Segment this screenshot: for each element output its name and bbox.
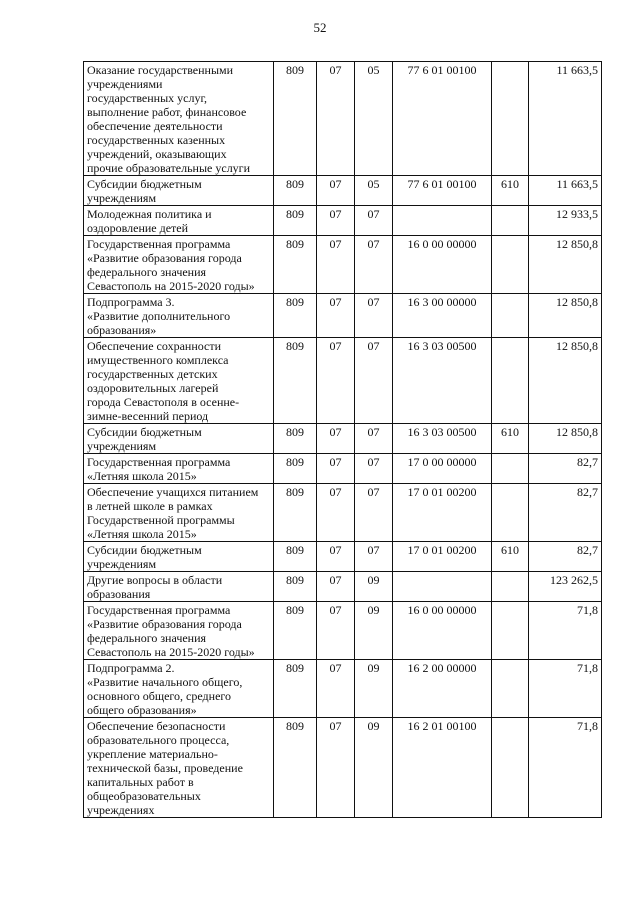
table-row xyxy=(84,338,602,424)
cell-expense-type xyxy=(492,660,529,718)
budget-table xyxy=(83,61,602,818)
cell-expense-type xyxy=(492,206,529,236)
cell-name: Обеспечение безопасности образовательного процесса, укрепление материально- технической базы, проведение капитальных работ в общеобразовательных учреждениях xyxy=(84,718,274,818)
cell-section: 07 xyxy=(317,718,355,818)
cell-expense-type xyxy=(492,484,529,542)
cell-target-article: 16 0 00 00000 xyxy=(393,236,492,294)
cell-target-article: 17 0 01 00200 xyxy=(393,542,492,572)
cell-subsection: 07 xyxy=(355,484,393,542)
cell-amount: 12 850,8 xyxy=(529,236,602,294)
cell-name: Обеспечение учащихся питанием в летней школе в рамках Государственной программы «Летняя школа 2015» xyxy=(84,484,274,542)
cell-amount: 12 850,8 xyxy=(529,338,602,424)
cell-section: 07 xyxy=(317,484,355,542)
cell-name: Подпрограмма 2. «Развитие начального общего, основного общего, среднего общего образования» xyxy=(84,660,274,718)
cell-expense-type: 610 xyxy=(492,424,529,454)
cell-ministry-code: 809 xyxy=(274,176,317,206)
cell-section: 07 xyxy=(317,236,355,294)
cell-target-article: 77 6 01 00100 xyxy=(393,62,492,176)
cell-ministry-code: 809 xyxy=(274,484,317,542)
table-row xyxy=(84,236,602,294)
cell-section: 07 xyxy=(317,62,355,176)
table-row xyxy=(84,484,602,542)
cell-name: Государственная программа «Развитие образования города федерального значения Севастополь на 2015-2020 годы» xyxy=(84,236,274,294)
cell-ministry-code: 809 xyxy=(274,206,317,236)
cell-ministry-code: 809 xyxy=(274,602,317,660)
cell-target-article: 16 3 03 00500 xyxy=(393,424,492,454)
table-row xyxy=(84,454,602,484)
cell-expense-type xyxy=(492,236,529,294)
cell-name: Подпрограмма 3. «Развитие дополнительного образования» xyxy=(84,294,274,338)
table-row xyxy=(84,718,602,818)
cell-name: Обеспечение сохранности имущественного комплекса государственных детских оздоровительных лагерей города Севастополя в осенне- зимне-весенний период xyxy=(84,338,274,424)
page-number: 52 xyxy=(313,20,327,35)
cell-subsection: 07 xyxy=(355,338,393,424)
cell-subsection: 09 xyxy=(355,660,393,718)
cell-section: 07 xyxy=(317,602,355,660)
cell-amount: 71,8 xyxy=(529,718,602,818)
cell-name: Оказание государственными учреждениями государственных услуг, выполнение работ, финансовое обеспечение деятельности государственных казенных учреждений, оказывающих прочие образовательные услуги xyxy=(84,62,274,176)
cell-ministry-code: 809 xyxy=(274,660,317,718)
table-row xyxy=(84,62,602,176)
cell-subsection: 09 xyxy=(355,572,393,602)
cell-name: Государственная программа «Развитие образования города федерального значения Севастополь на 2015-2020 годы» xyxy=(84,602,274,660)
cell-subsection: 07 xyxy=(355,236,393,294)
cell-section: 07 xyxy=(317,338,355,424)
cell-section: 07 xyxy=(317,424,355,454)
cell-ministry-code: 809 xyxy=(274,718,317,818)
table-row xyxy=(84,424,602,454)
cell-ministry-code: 809 xyxy=(274,236,317,294)
cell-subsection: 07 xyxy=(355,206,393,236)
cell-target-article: 16 2 00 00000 xyxy=(393,660,492,718)
cell-subsection: 07 xyxy=(355,294,393,338)
table-row xyxy=(84,176,602,206)
cell-expense-type xyxy=(492,62,529,176)
cell-target-article: 16 3 00 00000 xyxy=(393,294,492,338)
cell-target-article: 16 3 03 00500 xyxy=(393,338,492,424)
cell-subsection: 05 xyxy=(355,62,393,176)
cell-target-article: 17 0 01 00200 xyxy=(393,484,492,542)
cell-amount: 11 663,5 xyxy=(529,62,602,176)
cell-name: Молодежная политика и оздоровление детей xyxy=(84,206,274,236)
cell-section: 07 xyxy=(317,660,355,718)
cell-expense-type xyxy=(492,602,529,660)
cell-target-article: 17 0 00 00000 xyxy=(393,454,492,484)
cell-amount: 82,7 xyxy=(529,454,602,484)
cell-section: 07 xyxy=(317,176,355,206)
cell-target-article: 16 2 01 00100 xyxy=(393,718,492,818)
cell-subsection: 05 xyxy=(355,176,393,206)
cell-section: 07 xyxy=(317,206,355,236)
cell-expense-type xyxy=(492,572,529,602)
cell-ministry-code: 809 xyxy=(274,542,317,572)
cell-name: Субсидии бюджетным учреждениям xyxy=(84,542,274,572)
cell-target-article: 16 0 00 00000 xyxy=(393,602,492,660)
cell-section: 07 xyxy=(317,454,355,484)
cell-ministry-code: 809 xyxy=(274,454,317,484)
cell-expense-type xyxy=(492,338,529,424)
cell-subsection: 07 xyxy=(355,542,393,572)
cell-ministry-code: 809 xyxy=(274,338,317,424)
cell-amount: 82,7 xyxy=(529,542,602,572)
cell-amount: 71,8 xyxy=(529,602,602,660)
cell-name: Государственная программа «Летняя школа 2015» xyxy=(84,454,274,484)
cell-amount: 12 850,8 xyxy=(529,294,602,338)
cell-ministry-code: 809 xyxy=(274,424,317,454)
cell-amount: 11 663,5 xyxy=(529,176,602,206)
cell-amount: 12 850,8 xyxy=(529,424,602,454)
cell-amount: 82,7 xyxy=(529,484,602,542)
cell-name: Субсидии бюджетным учреждениям xyxy=(84,176,274,206)
cell-amount: 71,8 xyxy=(529,660,602,718)
cell-section: 07 xyxy=(317,572,355,602)
cell-subsection: 09 xyxy=(355,602,393,660)
cell-subsection: 07 xyxy=(355,424,393,454)
cell-expense-type xyxy=(492,294,529,338)
cell-section: 07 xyxy=(317,294,355,338)
cell-target-article xyxy=(393,572,492,602)
table-row xyxy=(84,206,602,236)
table-row xyxy=(84,602,602,660)
cell-expense-type: 610 xyxy=(492,176,529,206)
cell-section: 07 xyxy=(317,542,355,572)
cell-expense-type xyxy=(492,718,529,818)
cell-amount: 123 262,5 xyxy=(529,572,602,602)
table-row xyxy=(84,660,602,718)
cell-ministry-code: 809 xyxy=(274,572,317,602)
cell-target-article: 77 6 01 00100 xyxy=(393,176,492,206)
cell-ministry-code: 809 xyxy=(274,62,317,176)
cell-target-article xyxy=(393,206,492,236)
cell-subsection: 09 xyxy=(355,718,393,818)
cell-amount: 12 933,5 xyxy=(529,206,602,236)
table-row xyxy=(84,294,602,338)
cell-ministry-code: 809 xyxy=(274,294,317,338)
table-row xyxy=(84,542,602,572)
cell-name: Другие вопросы в области образования xyxy=(84,572,274,602)
cell-name: Субсидии бюджетным учреждениям xyxy=(84,424,274,454)
table-row xyxy=(84,572,602,602)
cell-subsection: 07 xyxy=(355,454,393,484)
cell-expense-type xyxy=(492,454,529,484)
cell-expense-type: 610 xyxy=(492,542,529,572)
